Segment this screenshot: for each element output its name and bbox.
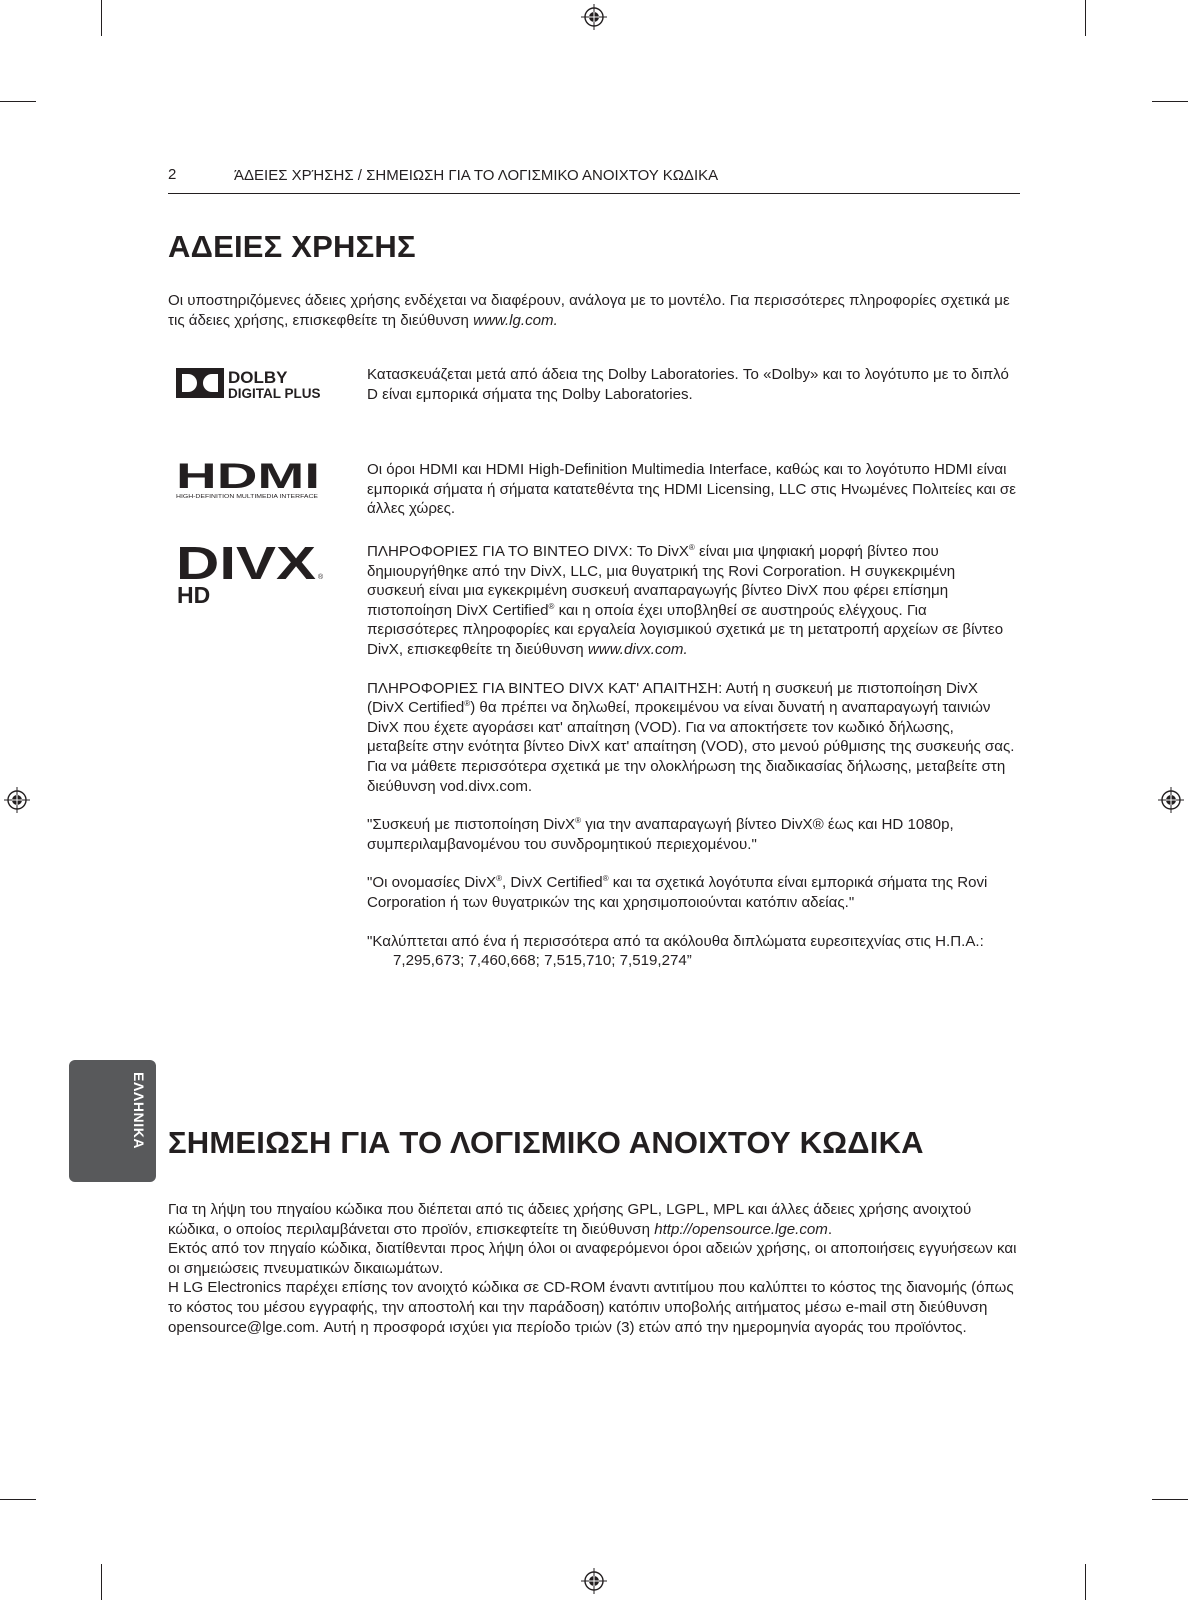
crop-mark bbox=[101, 1564, 102, 1600]
registration-mark-icon bbox=[4, 787, 30, 813]
language-tab-label: ΕΛΛΗΝΙΚΑ bbox=[131, 1072, 147, 1150]
running-header bbox=[168, 165, 1020, 194]
divx-license-block bbox=[367, 542, 1017, 971]
open-source-text: . bbox=[827, 1220, 833, 1238]
dolby-license-text: Κατασκευάζεται μετά από άδεια της Dolby Laboratories. Το «Dolby» και το λογότυπο με το διπλό D είναι εμπορικά σήματα της Dolby Laboratories. bbox=[367, 366, 1009, 403]
licenses-intro-text: Οι υποστηριζόμενες άδειες χρήσης ενδέχεται να διαφέρουν, ανάλογα με το μοντέλο. Για περισσότερες πληροφορίες σχετικά με τις άδειες χρήσης, επισκεφθείτε τη διεύθυνση bbox=[168, 292, 1010, 329]
divx-website-link[interactable]: www.divx.com. bbox=[587, 640, 688, 658]
crop-mark bbox=[1085, 1564, 1086, 1600]
running-title: ΆΔΕΙΕΣ ΧΡΉΣΗΣ / ΣΗΜΕΙΩΣΗ ΓΙΑ ΤΟ ΛΟΓΙΣΜΙΚΟ ΑΝΟΙΧΤΟΥ ΚΩΔΙΚΑ bbox=[234, 167, 719, 184]
divx-text: , DivX Certified bbox=[502, 874, 603, 892]
registered-mark: ® bbox=[575, 816, 582, 826]
crop-mark bbox=[0, 101, 36, 102]
divx-text: για την αναπαραγωγή βίντεο DivX® έως και HD 1080p, συμπεριλαμβανομένου του συνδρομητικού περιεχομένου." bbox=[367, 816, 954, 853]
divx-logo-hd: HD bbox=[177, 582, 211, 605]
dolby-logo bbox=[176, 366, 330, 400]
divx-trademark-paragraph bbox=[367, 873, 1017, 912]
open-source-text: Για τη λήψη του πηγαίου κώδικα που διέπεται από τις άδειες χρήσης GPL, LGPL, MPL και άλλες άδειες χρήσης ανοιχτού κώδικα, ο οποίος περιλαμβάνεται στο προϊόν, επισκεφτείτε τη διεύθυνση bbox=[168, 1201, 972, 1238]
hdmi-logo-text: HDMI bbox=[176, 461, 320, 496]
divx-text: ) θα πρέπει να δηλωθεί, προκειμένου να είναι δυνατή η αναπαραγωγή ταινιών DivX που έχετε αγοράσει κατ' απαίτηση (VOD). Για να αποκτήσετε τον κωδικό δήλωσης, μεταβείτε στην ενότητα βίντεο DivX κατ' απαίτηση (VOD), στο μενού ρύθμισης της συσκευής σας. Για να μάθετε περισσότερα σχετικά με την ολοκλήρωση της διαδικασίας δήλωσης, μεταβείτε στη διεύθυνση vod.divx.com. bbox=[367, 699, 1015, 795]
open-source-paragraph: Η LG Electronics παρέχει επίσης τον ανοιχτό κώδικα σε CD-ROM έναντι αντιτίμου που καλύπτει το κόστος της διανομής (όπως το κόστος του μέσου εγγραφής, την αποστολή και την παράδοση) κατόπιν υποβολής αιτήματος μέσω e-mail στη διεύθυνση opensource@lge.com. Αυτή η προσφορά ισχύει για περίοδο τριών (3) ετών από την ημερομηνία αγοράς του προϊόντος. bbox=[168, 1279, 1014, 1336]
open-source-paragraph bbox=[168, 1200, 1020, 1239]
licenses-heading: ΑΔΕΙΕΣ ΧΡΗΣΗΣ bbox=[168, 229, 416, 264]
patent-numbers: 7,295,673; 7,460,668; 7,515,710; 7,519,274” bbox=[393, 952, 692, 970]
lg-website-link[interactable]: www.lg.com. bbox=[473, 311, 558, 329]
language-side-tab bbox=[69, 1060, 156, 1182]
divx-vod-paragraph bbox=[367, 679, 1017, 797]
divx-text: και η οποία έχει υποβληθεί σε αυστηρούς ελέγχους. Για περισσότερες πληροφορίες και εργαλεία λογισμικού σχετικά με τη μετατροπή αρχείων σε βίντεο DivX, επισκεφθείτε τη διεύθυνση bbox=[367, 601, 1004, 658]
open-source-body bbox=[168, 1200, 1020, 1337]
divx-hd-logo bbox=[176, 543, 326, 605]
divx-text: και τα σχετικά λογότυπα είναι εμπορικά σήματα της Rovi Corporation ή των θυγατρικών της και χρησιμοποιούνται κατόπιν αδείας." bbox=[367, 874, 988, 911]
page-number: 2 bbox=[168, 166, 177, 183]
hdmi-license-text: Οι όροι HDMI και HDMI High-Definition Multimedia Interface, καθώς και το λογότυπο HDMI είναι εμπορικά σήματα ή σήματα κατατεθέντα της HDMI Licensing, LLC στις Ηνωμένες Πολιτείες και σε άλλες χώρες. bbox=[367, 461, 1016, 518]
open-source-paragraph: Εκτός από τον πηγαίο κώδικα, διατίθενται προς λήψη όλοι οι αναφερόμενοι όροι αδειών χρήσης, οι αποποιήσεις εγγυήσεων και οι σημειώσεις πνευματικών δικαιωμάτων. bbox=[168, 1240, 1017, 1277]
crop-mark bbox=[0, 1499, 36, 1500]
registered-mark: ® bbox=[688, 543, 695, 552]
divx-patents-paragraph bbox=[367, 932, 1017, 971]
divx-text: ΠΛΗΡΟΦΟΡΙΕΣ ΓΙΑ ΤΟ ΒΙΝΤΕΟ DIVX: Το DivX bbox=[367, 543, 689, 560]
registered-mark: ® bbox=[318, 574, 324, 581]
registered-mark: ® bbox=[496, 874, 503, 884]
open-source-heading: ΣΗΜΕΙΩΣΗ ΓΙΑ ΤΟ ΛΟΓΙΣΜΙΚΟ ΑΝΟΙΧΤΟΥ ΚΩΔΙΚΑ bbox=[168, 1125, 924, 1160]
crop-mark bbox=[1085, 0, 1086, 36]
registration-mark-icon bbox=[581, 4, 607, 30]
divx-info-paragraph bbox=[367, 542, 1017, 660]
opensource-website-link[interactable]: http://opensource.lge.com bbox=[654, 1220, 828, 1238]
hdmi-logo bbox=[176, 461, 324, 501]
registration-mark-icon bbox=[581, 1568, 607, 1594]
licenses-intro bbox=[168, 291, 1020, 330]
crop-mark bbox=[1152, 1499, 1188, 1500]
crop-mark bbox=[101, 0, 102, 36]
divx-text: είναι μια ψηφιακή μορφή βίντεο που δημιουργήθηκε από την DivX, LLC, μια θυγατρική της Rovi Corporation. Η συγκεκριμένη συσκευή είναι μια εγκεκριμένη συσκευή αναπαραγωγής βίντεο DivX που φέρει επίσημη πιστοποίηση DivX Certified bbox=[367, 543, 956, 619]
registered-mark: ® bbox=[464, 699, 471, 709]
registered-mark: ® bbox=[602, 874, 609, 884]
dolby-logo-bottom: DIGITAL PLUS bbox=[228, 386, 321, 400]
hdmi-logo-caption: HIGH-DEFINITION MULTIMEDIA INTERFACE bbox=[176, 494, 319, 500]
divx-text: "Καλύπτεται από ένα ή περισσότερα από τα ακόλουθα διπλώματα ευρεσιτεχνίας στις Η.Π.Α.: bbox=[367, 932, 984, 950]
divx-text: "Οι ονομασίες DivX bbox=[367, 874, 497, 892]
divx-text: "Συσκευή με πιστοποίηση DivX bbox=[367, 816, 576, 834]
registered-mark: ® bbox=[548, 601, 555, 611]
divx-logo-text: DIVX bbox=[176, 543, 317, 589]
registration-mark-icon bbox=[1158, 787, 1184, 813]
divx-certified-paragraph bbox=[367, 815, 1017, 854]
dolby-logo-top: DOLBY bbox=[228, 368, 288, 387]
crop-mark bbox=[1152, 101, 1188, 102]
divx-text: ΠΛΗΡΟΦΟΡΙΕΣ ΓΙΑ ΒΙΝΤΕΟ DIVX ΚΑΤ' ΑΠΑΙΤΗΣΗ: Αυτή η συσκευή με πιστοποίηση DivX (DivX Certified bbox=[367, 679, 978, 717]
